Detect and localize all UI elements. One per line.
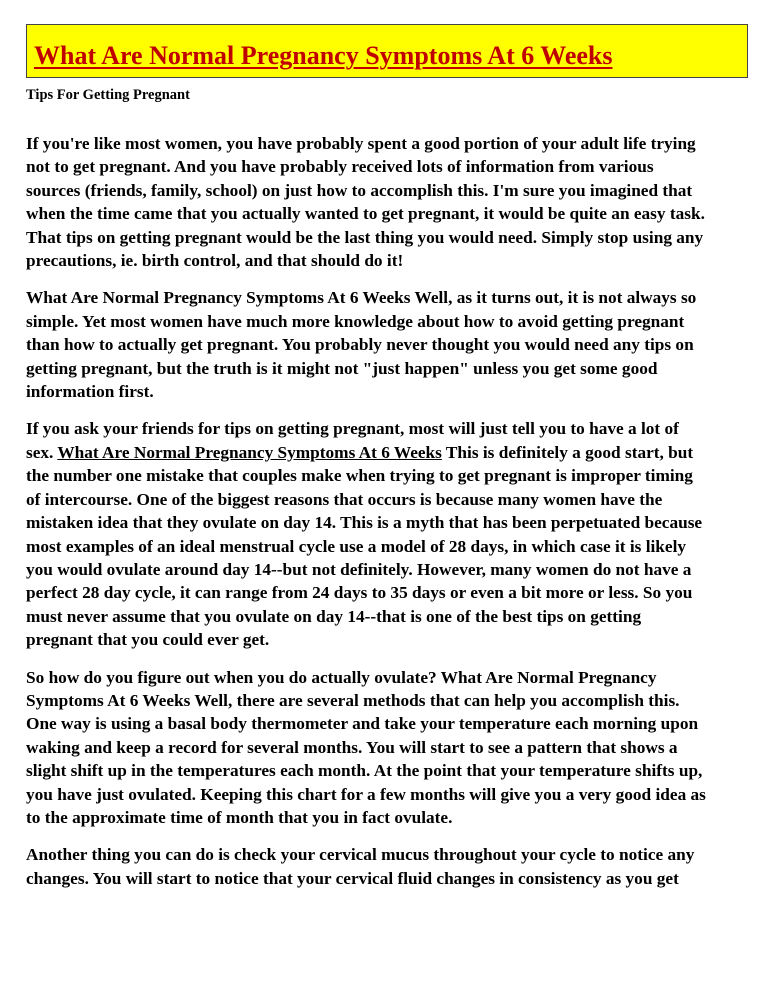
article-body xyxy=(26,132,751,904)
text-line: One way is using a basal body thermometer and take your temperature each morning upon xyxy=(26,714,699,734)
text-line: must never assume that you ovulate on day 14--that is one of the best tips on getting xyxy=(26,606,642,626)
title-banner xyxy=(26,24,748,78)
subtitle: Tips For Getting Pregnant xyxy=(26,87,190,103)
text-line: mistaken idea that they ovulate on day 14. This is a myth that has been perpetuated because xyxy=(26,513,703,533)
text-line: sources (friends, family, school) on just how to accomplish this. I'm sure you imagined that xyxy=(26,180,693,200)
text-line: of intercourse. One of the biggest reasons that occurs is because many women have the xyxy=(26,489,663,509)
page-title[interactable]: What Are Normal Pregnancy Symptoms At 6 Weeks xyxy=(34,41,613,70)
text-line: That tips on getting pregnant would be the last thing you would need. Simply stop using any xyxy=(26,227,704,247)
text-line: than how to actually get pregnant. You probably never thought you would need any tips on xyxy=(26,335,694,355)
text-line: you have just ovulated. Keeping this chart for a few months will give you a very good idea as xyxy=(26,784,706,804)
text-line: Symptoms At 6 Weeks Well, there are several methods that can help you accomplish this. xyxy=(26,690,680,710)
text-line: you would ovulate around day 14--but not definitely. However, many women do not have a xyxy=(26,559,692,579)
text-line: perfect 28 day cycle, it can range from 24 days to 35 days or even a bit more or less. So you xyxy=(26,583,693,603)
text-line: getting pregnant, but the truth is it might not "just happen" unless you get some good xyxy=(26,358,658,378)
text-line: So how do you figure out when you do actually ovulate? What Are Normal Pregnancy xyxy=(26,667,657,687)
text-line: waking and keep a record for several months. You will start to see a pattern that shows a xyxy=(26,737,678,757)
text-line: not to get pregnant. And you have probably received lots of information from various xyxy=(26,157,654,177)
text-line: If you're like most women, you have probably spent a good portion of your adult life trying xyxy=(26,134,696,153)
text-line: What Are Normal Pregnancy Symptoms At 6 Weeks Well, as it turns out, it is not always so xyxy=(26,288,697,308)
text-line: slight shift up in the temperatures each month. At the point that your temperature shifts up, xyxy=(26,761,703,781)
text-line: information first. xyxy=(26,382,154,402)
text-line: simple. Yet most women have much more knowledge about how to avoid getting pregnant xyxy=(26,311,685,331)
text-line: changes. You will start to notice that your cervical fluid changes in consistency as you get xyxy=(26,868,679,888)
paragraph-3 xyxy=(26,417,751,651)
text-line: to the approximate time of month that you in fact ovulate. xyxy=(26,807,453,827)
article-link[interactable]: What Are Normal Pregnancy Symptoms At 6 Weeks xyxy=(57,442,442,462)
paragraph-5 xyxy=(26,843,751,890)
paragraph-1 xyxy=(26,132,751,272)
text-fragment: sex. xyxy=(26,442,58,462)
text-fragment: This is definitely a good start, but xyxy=(441,442,694,462)
text-line: precautions, ie. birth control, and that should do it! xyxy=(26,251,404,271)
text-line: when the time came that you actually wanted to get pregnant, it would be quite an easy task. xyxy=(26,204,705,224)
text-line: Another thing you can do is check your cervical mucus throughout your cycle to notice any xyxy=(26,845,695,865)
text-line: most examples of an ideal menstrual cycle use a model of 28 days, in which case it is likely xyxy=(26,536,687,556)
text-line: the number one mistake that couples make when trying to get pregnant is improper timing xyxy=(26,466,693,486)
text-line: pregnant that you could ever get. xyxy=(26,630,270,650)
paragraph-4 xyxy=(26,666,751,830)
text-line: If you ask your friends for tips on getting pregnant, most will just tell you to have a lot of xyxy=(26,419,679,439)
text-line-with-link xyxy=(26,441,751,464)
paragraph-2 xyxy=(26,286,751,403)
